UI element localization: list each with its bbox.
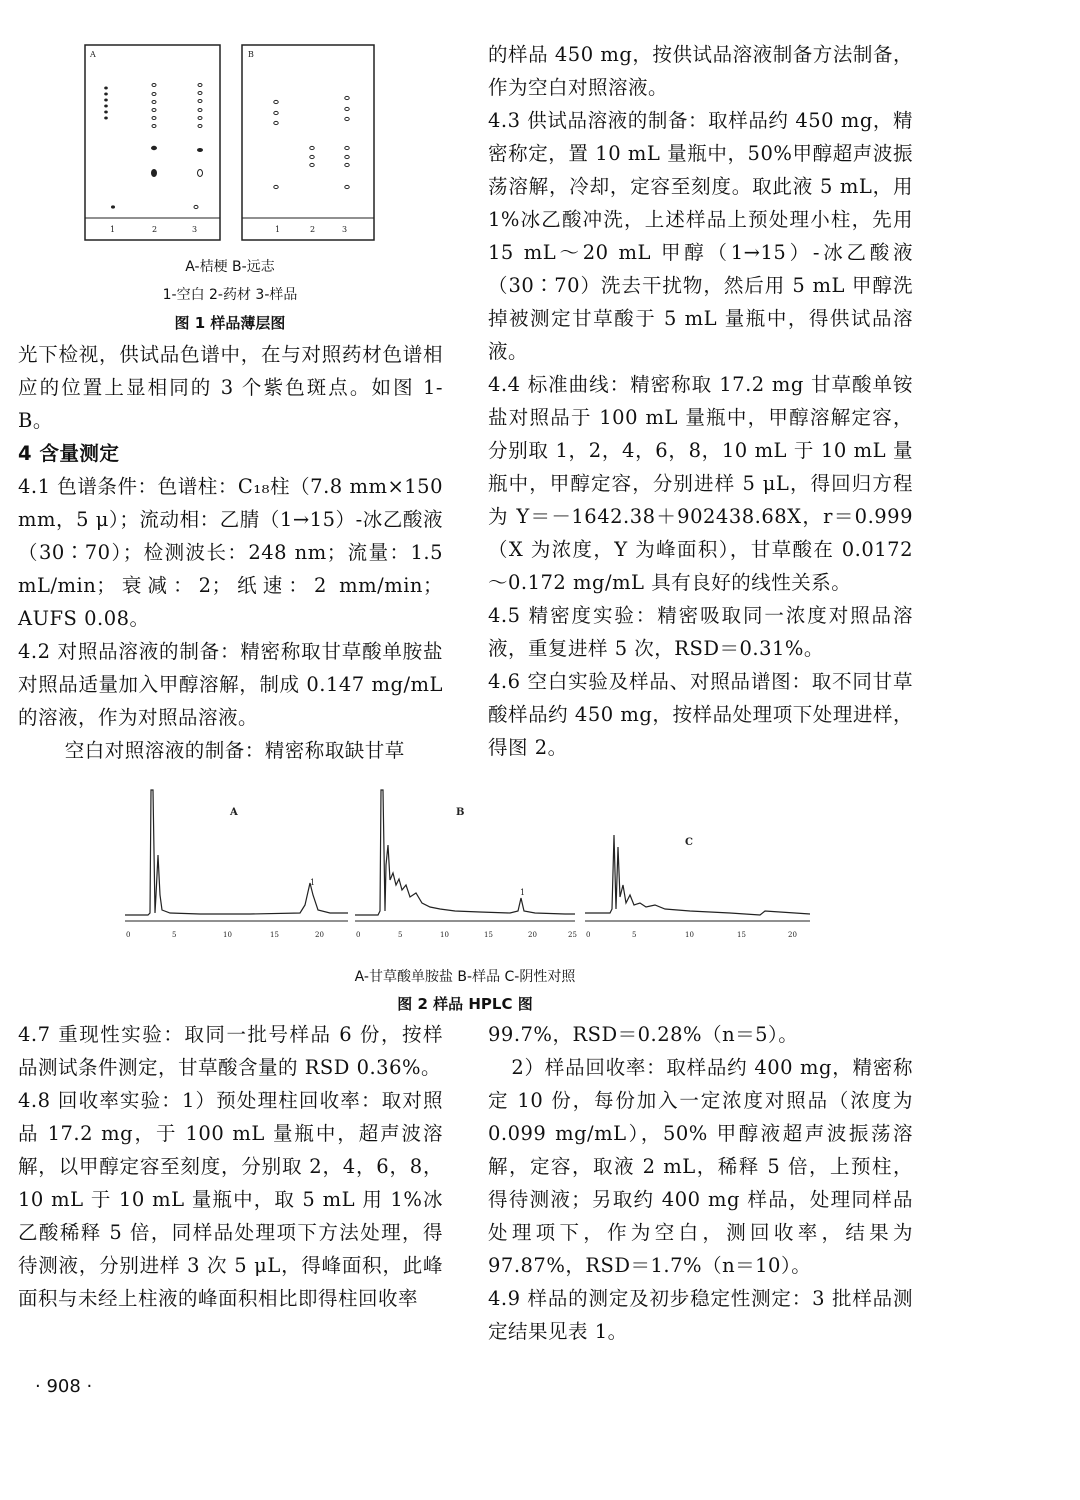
chromatogram-c-label: C [685, 837, 693, 848]
tick-label: 10 [223, 931, 232, 939]
paragraph: 99.7%，RSD＝0.28%（n＝5）。 [488, 1023, 799, 1046]
paragraph: 4.9 样品的测定及初步稳定性测定：3 批样品测定结果见表 1。 [488, 1287, 913, 1343]
tick-label: 5 [632, 931, 637, 939]
left-column-bottom [18, 1018, 443, 1315]
tick-label: 0 [126, 931, 131, 939]
left-column-top [18, 338, 443, 767]
section-heading: 4 含量测定 [18, 442, 120, 465]
figure-2-hplc-chromatograms [120, 785, 820, 945]
plate-a-lane-1: 1 [110, 225, 116, 234]
paragraph: 4.3 供试品溶液的制备：取样品约 450 mg，精密称定，置 10 mL 量瓶中，50%甲醇超声波振荡溶解，冷却，定容至刻度。取此液 5 mL，用 1%冰乙酸冲洗，上述样品上预处理小柱，先用 15 mL～20 mL 甲醇（1→15）-冰乙酸液（30∶70）洗去干扰物，然后用 5 mL 甲醇洗掉被测定甘草酸于 5 mL 量瓶中，得供试品溶液。 [488, 109, 913, 363]
chromatogram-c [585, 835, 810, 939]
paragraph: 4.6 空白实验及样品、对照品谱图：取不同甘草酸样品约 450 mg，按样品处理项下处理进样，得图 2。 [488, 670, 913, 759]
tick-label: 25 [568, 931, 577, 939]
plate-b-spots [274, 96, 349, 188]
figure-1-tlc-plates [80, 40, 380, 250]
tick-label: 10 [440, 931, 449, 939]
paragraph: 空白对照溶液的制备：精密称取缺甘草 [64, 739, 405, 762]
chromatogram-a-peak-label: 1 [310, 878, 316, 887]
chromatogram-b [355, 790, 577, 939]
tick-label: 20 [788, 931, 797, 939]
chromatogram-b-label: B [456, 807, 465, 818]
page-number: · 908 · [35, 1376, 93, 1397]
paragraph: 光下检视，供试品色谱中，在与对照药材色谱相应的位置上显相同的 3 个紫色斑点。如图 1-B。 [18, 343, 443, 432]
paragraph: 4.5 精密度实验：精密吸取同一浓度对照品溶液，重复进样 5 次，RSD＝0.31%。 [488, 604, 913, 660]
chromatogram-a [125, 790, 348, 939]
plate-a-lane-3: 3 [192, 225, 198, 234]
tick-label: 0 [356, 931, 361, 939]
paragraph: 的样品 450 mg，按供试品溶液制备方法制备，作为空白对照溶液。 [488, 43, 913, 99]
paragraph: 4.1 色谱条件：色谱柱：C₁₈柱（7.8 mm×150 mm，5 μ）；流动相：乙腈（1→15）-冰乙酸液（30∶70）；检测波长：248 nm；流量：1.5 mL/min；衰减：2；纸速：2 mm/min；AUFS 0.08。 [18, 475, 443, 630]
tick-label: 15 [484, 931, 493, 939]
figure-1-title: 图 1 样品薄层图 [174, 314, 286, 332]
plate-a-spots [104, 84, 203, 209]
tick-label: 15 [737, 931, 746, 939]
tick-label: 20 [315, 931, 324, 939]
figure-2-legend: A-甘草酸单胺盐 B-样品 C-阴性对照 [354, 969, 576, 985]
right-column-top [488, 38, 913, 764]
plate-a-label: A [90, 50, 96, 59]
right-column-bottom [488, 1018, 913, 1348]
tick-label: 20 [528, 931, 537, 939]
plate-b-lane-2: 2 [310, 225, 316, 234]
plate-b-lane-3: 3 [342, 225, 348, 234]
chromatogram-a-label: A [230, 807, 238, 818]
plate-b-lane-1: 1 [275, 225, 281, 234]
tick-label: 5 [398, 931, 403, 939]
paragraph: 2）样品回收率：取样品约 400 mg，精密称定 10 份，每份加入一定浓度对照品（浓度为 0.099 mg/mL），50% 甲醇液超声波振荡溶解，定容，取液 2 mL，稀释 5 倍，上预柱，得待测液；另取约 400 mg 样品，处理同样品处理项下，作为空白，测回收率，结果为 97.87%，RSD＝1.7%（n＝10）。 [488, 1056, 913, 1277]
paragraph: 4.7 重现性实验：取同一批号样品 6 份，按样品测试条件测定，甘草酸含量的 RSD 0.36%。 [18, 1023, 443, 1079]
tick-label: 0 [586, 931, 591, 939]
chromatogram-b-peak-label: 1 [520, 888, 526, 897]
figure-2-title: 图 2 样品 HPLC 图 [397, 995, 533, 1013]
paragraph: 4.2 对照品溶液的制备：精密称取甘草酸单胺盐对照品适量加入甲醇溶解，制成 0.147 mg/mL 的溶液，作为对照品溶液。 [18, 640, 443, 729]
paragraph: 4.8 回收率实验：1）预处理柱回收率：取对照品 17.2 mg，于 100 mL 量瓶中，超声波溶解，以甲醇定容至刻度，分别取 2，4，6，8，10 mL 于 10 mL 量瓶中，取 5 mL 用 1%冰乙酸稀释 5 倍，同样品处理项下方法处理，得待测液，分别进样 3 次 5 μL，得峰面积，此峰面积与未经上柱液的峰面积相比即得柱回收率 [18, 1089, 443, 1310]
tick-label: 10 [685, 931, 694, 939]
figure-1-legend-2: 1-空白 2-药材 3-样品 [162, 287, 298, 303]
plate-b-label: B [248, 50, 254, 59]
tick-label: 5 [172, 931, 177, 939]
plate-a-lane-2: 2 [152, 225, 158, 234]
paragraph: 4.4 标准曲线：精密称取 17.2 mg 甘草酸单铵盐对照品于 100 mL 量瓶中，甲醇溶解定容，分别取 1，2，4，6，8，10 mL 于 10 mL 量瓶中，甲醇定容，分别进样 5 μL，得回归方程为 Y＝－1642.38＋902438.68X，r＝0.999（X 为浓度，Y 为峰面积），甘草酸在 0.0172～0.172 mg/mL 具有良好的线性关系。 [488, 373, 913, 594]
figure-1-legend-1: A-桔梗 B-远志 [185, 259, 275, 275]
tick-label: 15 [270, 931, 279, 939]
